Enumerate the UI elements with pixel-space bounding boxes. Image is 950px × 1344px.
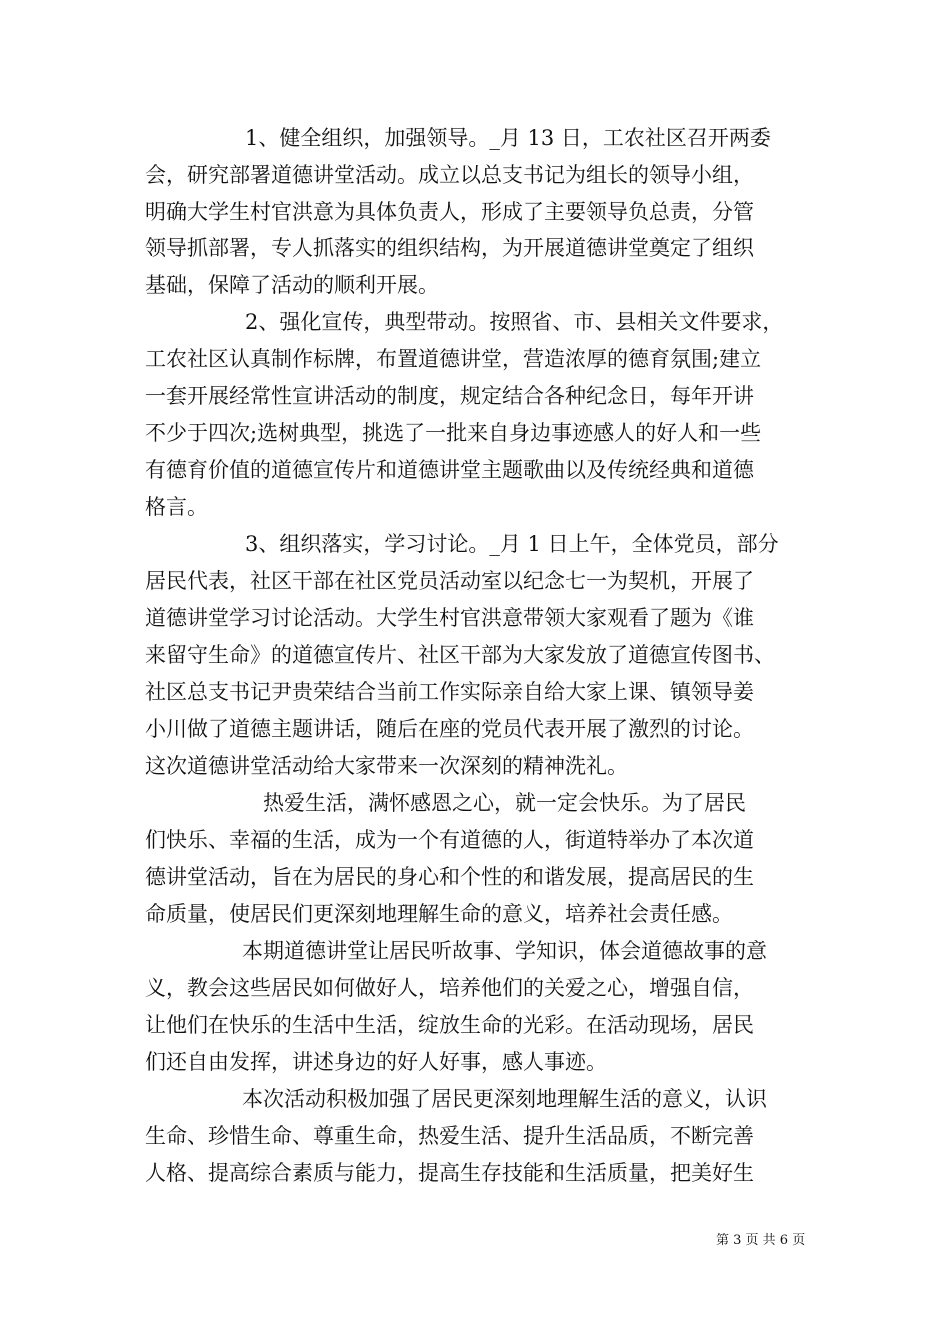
text-line-26: 们还自由发挥，讲述身边的好人好事，感人事迹。 bbox=[145, 1050, 607, 1074]
text-line-10: 有德育价值的道德宣传片和道德讲堂主题歌曲以及传统经典和道德 bbox=[145, 458, 754, 482]
text-line-21: 德讲堂活动，旨在为居民的身心和个性的和谐发展，提高居民的生 bbox=[145, 865, 754, 889]
text-line-17: 小川做了道德主题讲话，随后在座的党员代表开展了激烈的讨论。 bbox=[145, 717, 754, 741]
text-line-8: 一套开展经常性宣讲活动的制度，规定结合各种纪念日，每年开讲 bbox=[145, 384, 754, 408]
text-line-15: 来留守生命》的道德宣传片、社区干部为大家发放了道德宣传图书、 bbox=[145, 643, 775, 667]
text-line-22: 命质量，使居民们更深刻地理解生命的意义，培养社会责任感。 bbox=[145, 902, 733, 926]
text-line-12: 3、组织落实，学习讨论。_月 1 日上午，全体党员，部分 bbox=[245, 532, 779, 556]
text-line-28: 生命、珍惜生命、尊重生命，热爱生活、提升生活品质，不断完善 bbox=[145, 1124, 754, 1148]
text-line-2: 会，研究部署道德讲堂活动。成立以总支书记为组长的领导小组， bbox=[145, 163, 754, 187]
text-line-29: 人格、提高综合素质与能力，提高生存技能和生活质量，把美好生 bbox=[145, 1161, 754, 1185]
text-line-6: 2、强化宣传，典型带动。按照省、市、县相关文件要求， bbox=[245, 310, 784, 334]
text-line-4: 领导抓部署，专人抓落实的组织结构，为开展道德讲堂奠定了组织 bbox=[145, 236, 754, 260]
text-line-5: 基础，保障了活动的顺利开展。 bbox=[145, 273, 439, 297]
page-number-footer: 第 3 页 共 6 页 bbox=[716, 1233, 806, 1248]
text-line-24: 义，教会这些居民如何做好人，培养他们的关爱之心，增强自信， bbox=[145, 976, 754, 1000]
text-line-19: 热爱生活，满怀感恩之心，就一定会快乐。为了居民 bbox=[263, 791, 746, 815]
text-line-13: 居民代表，社区干部在社区党员活动室以纪念七一为契机，开展了 bbox=[145, 569, 754, 593]
text-line-14: 道德讲堂学习讨论活动。大学生村官洪意带领大家观看了题为《谁 bbox=[145, 606, 754, 630]
text-line-3: 明确大学生村官洪意为具体负责人，形成了主要领导负总责，分管 bbox=[145, 200, 754, 224]
text-line-9: 不少于四次;选树典型，挑选了一批来自身边事迹感人的好人和一些 bbox=[145, 421, 762, 445]
text-line-20: 们快乐、幸福的生活，成为一个有道德的人，街道特举办了本次道 bbox=[145, 828, 754, 852]
text-line-7: 工农社区认真制作标牌，布置道德讲堂，营造浓厚的德育氛围;建立 bbox=[145, 347, 762, 371]
text-line-27: 本次活动积极加强了居民更深刻地理解生活的意义，认识 bbox=[242, 1087, 767, 1111]
text-line-16: 社区总支书记尹贵荣结合当前工作实际亲自给大家上课、镇领导姜 bbox=[145, 680, 754, 704]
text-line-23: 本期道德讲堂让居民听故事、学知识，体会道德故事的意 bbox=[242, 939, 767, 963]
text-line-1: 1、健全组织，加强领导。_月 13 日，工农社区召开两委 bbox=[245, 126, 771, 150]
text-line-18: 这次道德讲堂活动给大家带来一次深刻的精神洗礼。 bbox=[145, 754, 628, 778]
text-line-25: 让他们在快乐的生活中生活，绽放生命的光彩。在活动现场，居民 bbox=[145, 1013, 754, 1037]
text-line-11: 格言。 bbox=[145, 495, 208, 519]
